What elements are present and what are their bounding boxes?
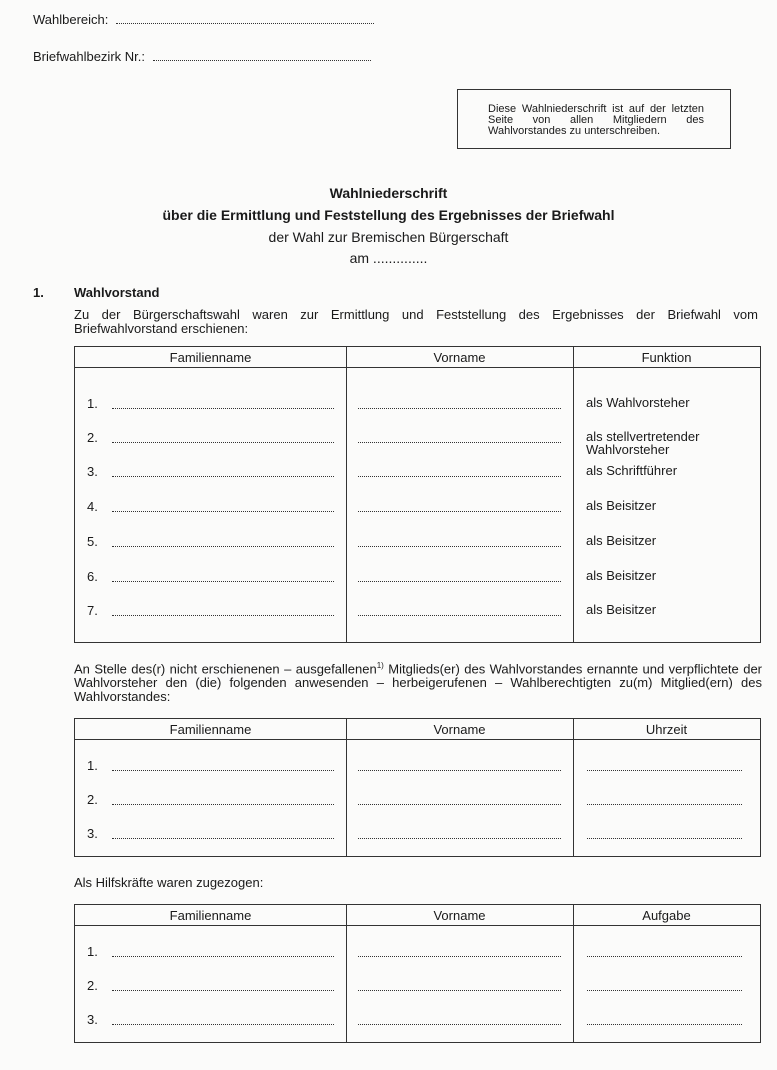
table-row bbox=[75, 944, 760, 960]
bezirk-input-line[interactable] bbox=[153, 60, 371, 61]
uhrzeit-line[interactable] bbox=[587, 838, 742, 839]
familienname-line[interactable] bbox=[112, 546, 334, 547]
header-familienname: Familienname bbox=[169, 350, 252, 365]
header-aufgabe: Aufgabe bbox=[642, 908, 691, 923]
table-row bbox=[75, 499, 760, 515]
row-number: 3. bbox=[87, 1012, 98, 1027]
row-number: 6. bbox=[87, 569, 98, 584]
row-number: 2. bbox=[87, 978, 98, 993]
section-intro: Zu der Bürgerschaftswahl waren zur Ermittlung und Feststellung des Ergebnisses der Briefwahl vom Briefwahlvorstand erschienen: bbox=[74, 307, 758, 336]
wahlbereich-input-line[interactable] bbox=[116, 23, 374, 24]
signature-note-box: Diese Wahlniederschrift ist auf der letzten Seite von allen Mitgliedern des Wahlvorstandes zu unterschreiben. bbox=[457, 89, 731, 149]
function-label: als stellvertretender Wahlvorsteher bbox=[586, 429, 700, 457]
doc-title: Wahlniederschrift bbox=[329, 185, 448, 201]
aufgabe-line[interactable] bbox=[587, 1024, 742, 1025]
row-number: 3. bbox=[87, 464, 98, 479]
table-row bbox=[75, 792, 760, 808]
vorname-line[interactable] bbox=[358, 1024, 561, 1025]
header-familienname: Familienname bbox=[169, 908, 252, 923]
vorname-line[interactable] bbox=[358, 770, 561, 771]
ersatzmitglieder-table bbox=[74, 718, 761, 857]
familienname-line[interactable] bbox=[112, 838, 334, 839]
replacement-paragraph bbox=[74, 659, 762, 704]
header-familienname: Familienname bbox=[169, 722, 252, 737]
header-vorname: Vorname bbox=[433, 722, 486, 737]
table-row bbox=[75, 603, 760, 619]
footnote-marker: 1) bbox=[376, 661, 384, 670]
familienname-line[interactable] bbox=[112, 476, 334, 477]
bezirk-field bbox=[33, 49, 371, 64]
hilfskraefte-table bbox=[74, 904, 761, 1043]
row-number: 3. bbox=[87, 826, 98, 841]
vorname-line[interactable] bbox=[358, 442, 561, 443]
row-number: 5. bbox=[87, 534, 98, 549]
uhrzeit-line[interactable] bbox=[587, 804, 742, 805]
doc-subtitle: über die Ermittlung und Feststellung des Ergebnisses der Briefwahl bbox=[162, 207, 615, 223]
vorname-line[interactable] bbox=[358, 838, 561, 839]
wahlvorstand-table bbox=[74, 346, 761, 643]
table-row bbox=[75, 826, 760, 842]
header-vorname: Vorname bbox=[433, 350, 486, 365]
function-label: als Schriftführer bbox=[586, 463, 678, 478]
table-row bbox=[75, 464, 760, 480]
familienname-line[interactable] bbox=[112, 770, 334, 771]
vorname-line[interactable] bbox=[358, 990, 561, 991]
row-number: 4. bbox=[87, 499, 98, 514]
table-row bbox=[75, 1012, 760, 1028]
replacement-text-1: An Stelle des(r) nicht erschienenen – ausgefallenen bbox=[74, 661, 377, 677]
function-label: als Wahlvorsteher bbox=[586, 395, 690, 410]
table-row bbox=[75, 396, 760, 412]
aufgabe-line[interactable] bbox=[587, 956, 742, 957]
function-label: als Beisitzer bbox=[586, 602, 657, 617]
column-divider bbox=[346, 347, 347, 642]
familienname-line[interactable] bbox=[112, 990, 334, 991]
header-uhrzeit: Uhrzeit bbox=[645, 722, 688, 737]
bezirk-label: Briefwahlbezirk Nr.: bbox=[33, 49, 145, 64]
row-number: 1. bbox=[87, 944, 98, 959]
vorname-line[interactable] bbox=[358, 581, 561, 582]
row-number: 2. bbox=[87, 792, 98, 807]
aufgabe-line[interactable] bbox=[587, 990, 742, 991]
vorname-line[interactable] bbox=[358, 615, 561, 616]
familienname-line[interactable] bbox=[112, 804, 334, 805]
doc-election: der Wahl zur Bremischen Bürgerschaft bbox=[268, 229, 509, 245]
header-vorname: Vorname bbox=[433, 908, 486, 923]
header-funktion: Funktion bbox=[641, 350, 692, 365]
familienname-line[interactable] bbox=[112, 511, 334, 512]
familienname-line[interactable] bbox=[112, 581, 334, 582]
wahlbereich-label: Wahlbereich: bbox=[33, 12, 109, 27]
replacement-text-2: Mitglieds(er) des Wahlvorstandes ernannte und verpflichtete der Wahlvorsteher den (die) folgenden anwesenden – herbeigerufenen – Wahlberechtigten zu(m) Mitglied(ern) des Wahlvorstandes: bbox=[74, 661, 763, 705]
table-row bbox=[75, 534, 760, 550]
vorname-line[interactable] bbox=[358, 408, 561, 409]
row-number: 7. bbox=[87, 603, 98, 618]
table-row bbox=[75, 758, 760, 774]
familienname-line[interactable] bbox=[112, 956, 334, 957]
familienname-line[interactable] bbox=[112, 408, 334, 409]
column-divider bbox=[573, 347, 574, 642]
wahlbereich-field bbox=[33, 12, 374, 27]
uhrzeit-line[interactable] bbox=[587, 770, 742, 771]
vorname-line[interactable] bbox=[358, 476, 561, 477]
doc-date: am .............. bbox=[349, 250, 428, 266]
row-number: 2. bbox=[87, 430, 98, 445]
function-label: als Beisitzer bbox=[586, 533, 657, 548]
section-heading: Wahlvorstand bbox=[74, 285, 160, 300]
vorname-line[interactable] bbox=[358, 804, 561, 805]
table-row bbox=[75, 429, 760, 457]
helpers-label: Als Hilfskräfte waren zugezogen: bbox=[74, 875, 264, 890]
vorname-line[interactable] bbox=[358, 956, 561, 957]
row-number: 1. bbox=[87, 396, 98, 411]
table-row bbox=[75, 978, 760, 994]
function-label: als Beisitzer bbox=[586, 498, 657, 513]
vorname-line[interactable] bbox=[358, 511, 561, 512]
vorname-line[interactable] bbox=[358, 546, 561, 547]
row-number: 1. bbox=[87, 758, 98, 773]
section-number: 1. bbox=[33, 285, 44, 300]
familienname-line[interactable] bbox=[112, 615, 334, 616]
familienname-line[interactable] bbox=[112, 442, 334, 443]
function-label: als Beisitzer bbox=[586, 568, 657, 583]
familienname-line[interactable] bbox=[112, 1024, 334, 1025]
table-row bbox=[75, 569, 760, 585]
